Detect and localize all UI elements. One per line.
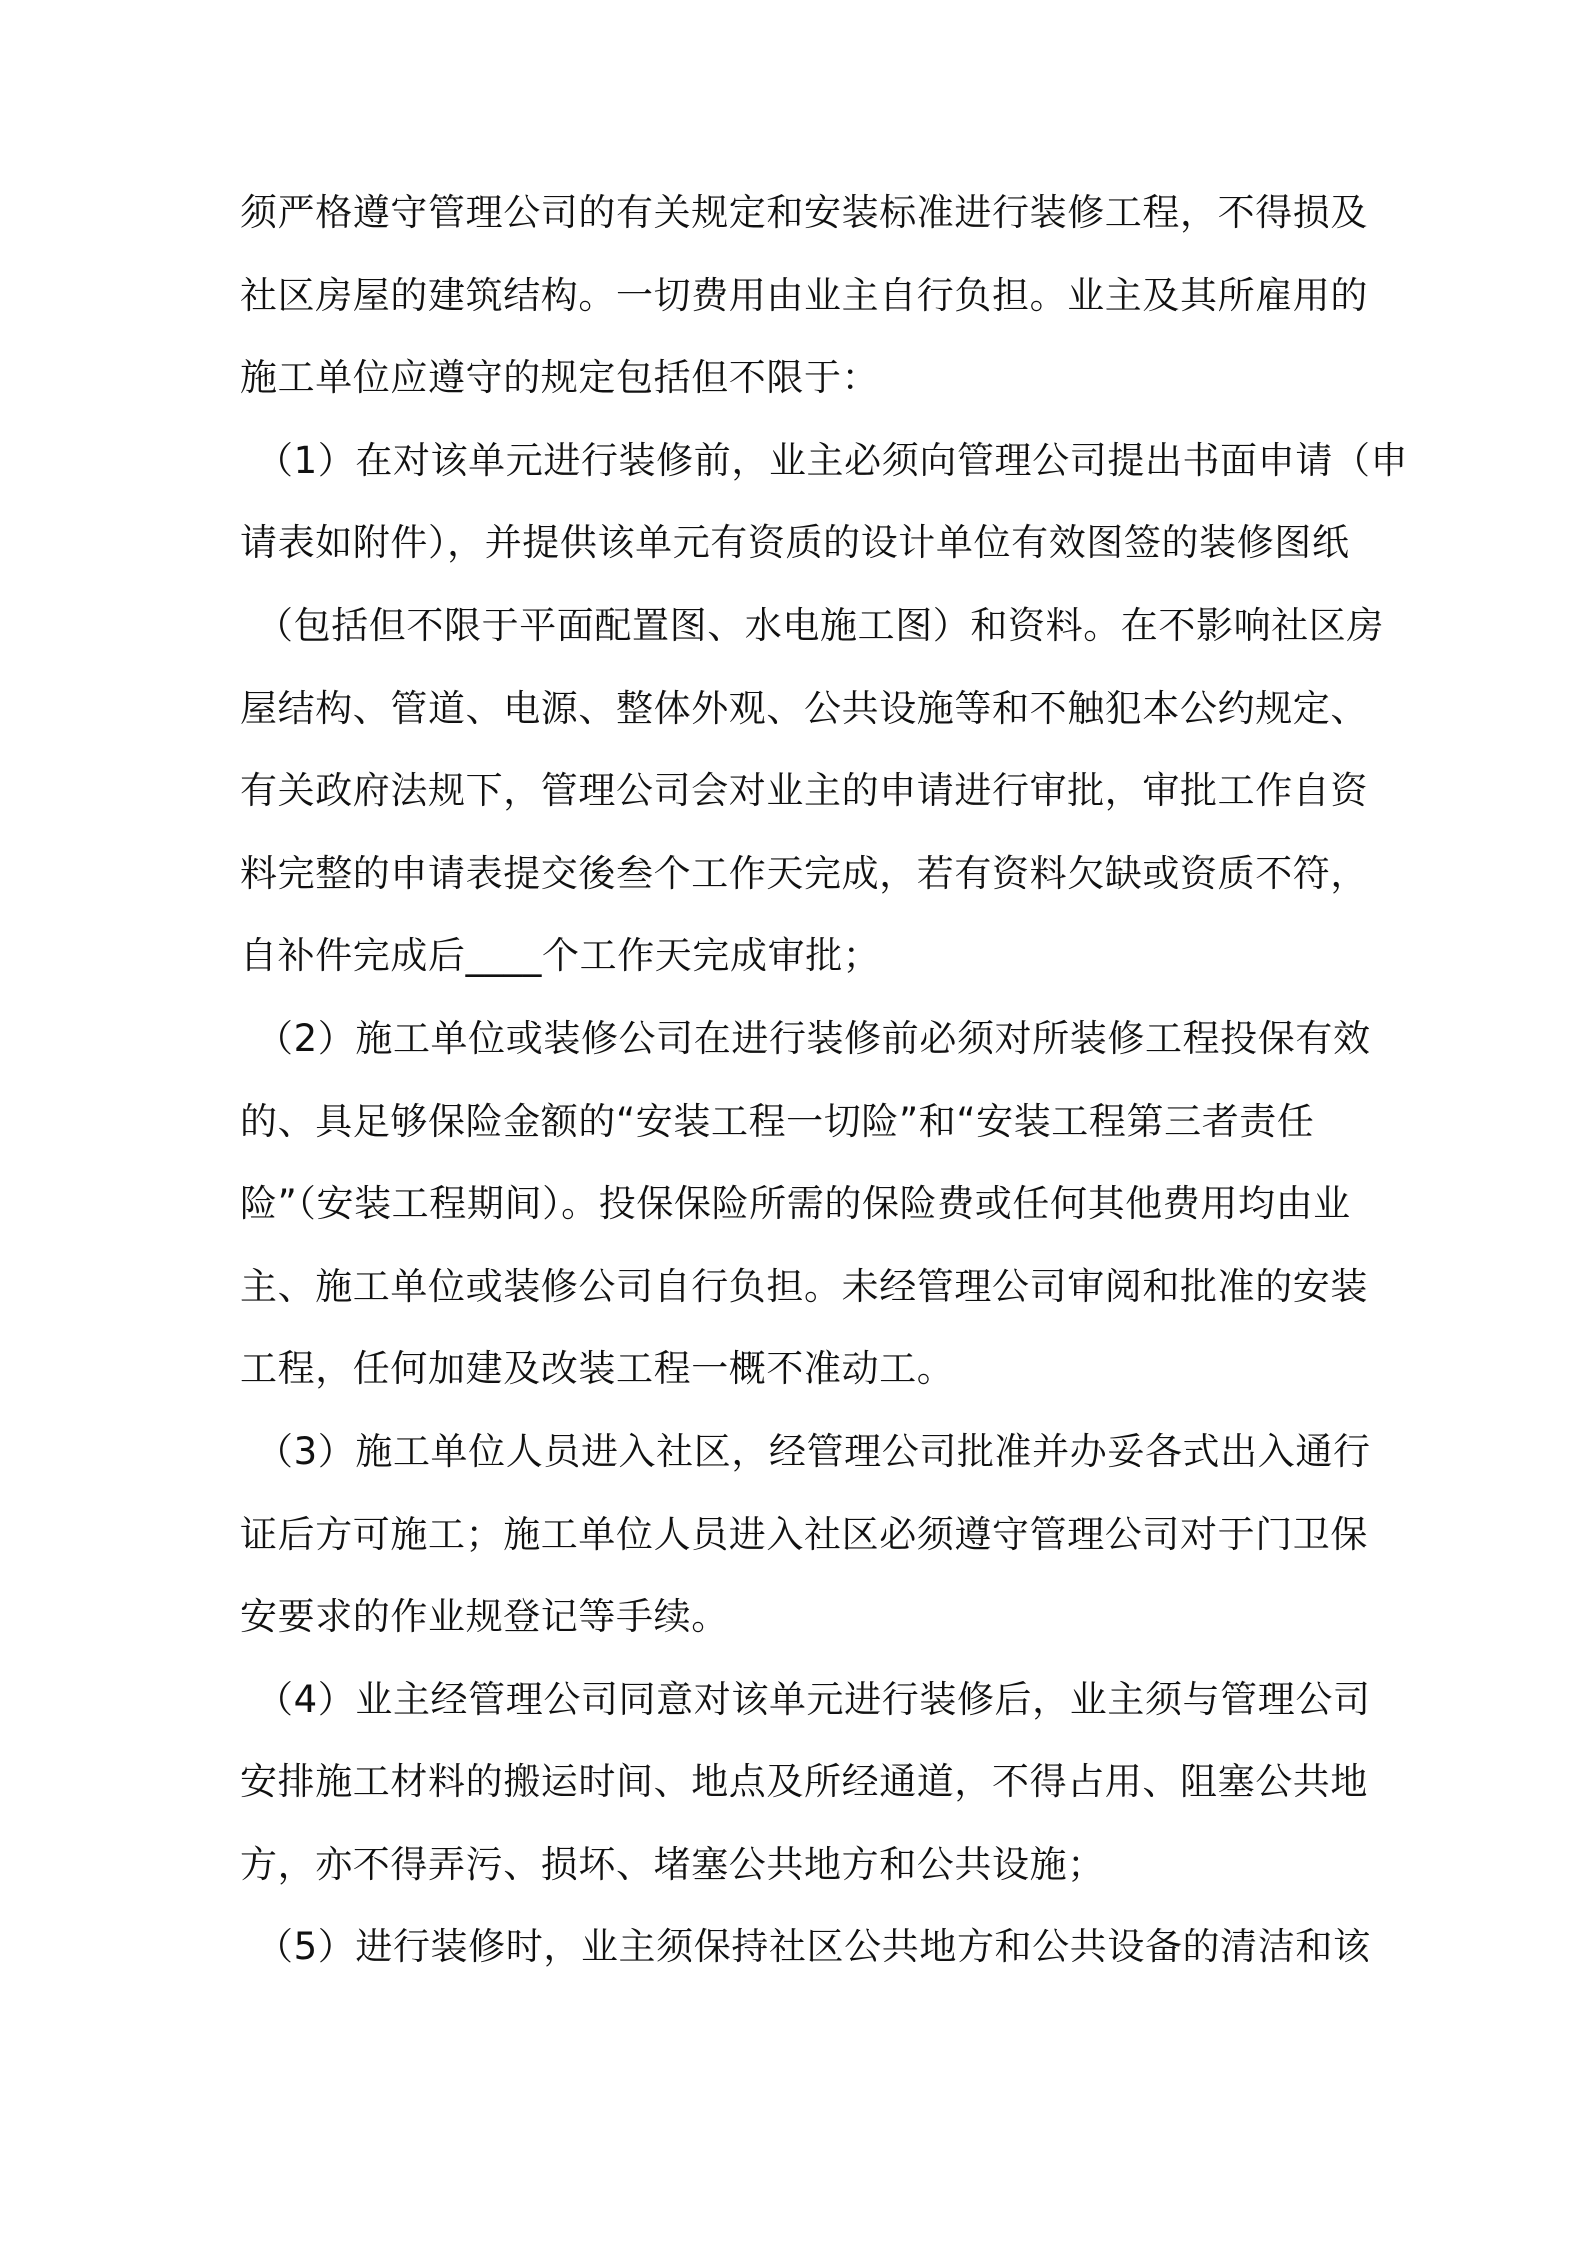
text-line-12: 的、具足够保险金额的“安装工程一切险”和“安装工程第三者责任 [240, 1099, 1315, 1143]
text-line-6: （包括但不限于平面配置图、水电施工图）和资料。在不影响社区房 [256, 603, 1384, 647]
text-line-18: 安要求的作业规登记等手续。 [240, 1595, 729, 1639]
text-line-3: 施工单位应遵守的规定包括但不限于： [240, 356, 880, 400]
text-line-16: （3）施工单位人员进入社区，经管理公司批准并办妥各式出入通行 [256, 1429, 1371, 1473]
text-line-10: 自补件完成后____个工作天完成审批； [240, 934, 881, 978]
text-line-17: 证后方可施工；施工单位人员进入社区必须遵守管理公司对于门卫保 [240, 1512, 1368, 1556]
text-line-4: （1）在对该单元进行装修前，业主必须向管理公司提出书面申请（申 [256, 438, 1409, 482]
text-line-9: 料完整的申请表提交後叁个工作天完成，若有资料欠缺或资质不符， [240, 851, 1368, 895]
text-line-1: 须严格遵守管理公司的有关规定和安装标准进行装修工程，不得损及 [240, 191, 1368, 234]
text-line-11: （2）施工单位或装修公司在进行装修前必须对所装修工程投保有效 [256, 1016, 1371, 1060]
text-line-2: 社区房屋的建筑结构。一切费用由业主自行负担。业主及其所雇用的 [240, 273, 1368, 317]
text-line-22: （5）进行装修时，业主须保持社区公共地方和公共设备的清洁和该 [256, 1925, 1371, 1969]
text-line-21: 方，亦不得弄污、损坏、堵塞公共地方和公共设施； [240, 1842, 1105, 1886]
document-body [240, 172, 1409, 1989]
text-line-7: 屋结构、管道、电源、整体外观、公共设施等和不触犯本公约规定、 [240, 686, 1368, 730]
text-line-14: 主、施工单位或装修公司自行负担。未经管理公司审阅和批准的安装 [240, 1264, 1368, 1308]
text-line-15: 工程，任何加建及改装工程一概不准动工。 [240, 1347, 955, 1391]
text-line-5: 请表如附件），并提供该单元有资质的设计单位有效图签的装修图纸 [240, 521, 1350, 565]
text-line-13: 险”（安装工程期间）。投保保险所需的保险费或任何其他费用均由业 [240, 1182, 1351, 1226]
text-line-20: 安排施工材料的搬运时间、地点及所经通道，不得占用、阻塞公共地 [240, 1760, 1368, 1804]
text-line-19: （4）业主经管理公司同意对该单元进行装修后，业主须与管理公司 [256, 1677, 1371, 1721]
text-line-8: 有关政府法规下，管理公司会对业主的申请进行审批，审批工作自资 [240, 769, 1368, 813]
